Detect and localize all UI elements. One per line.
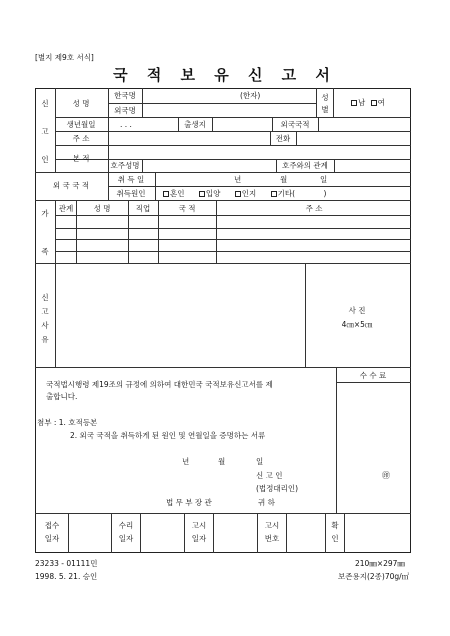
paper-size: 210㎜×297㎜ xyxy=(355,559,405,568)
acquisition-day-label: 일 xyxy=(320,175,328,184)
statement-line-2: 출합니다. xyxy=(46,392,78,401)
male-checkbox[interactable] xyxy=(351,100,357,106)
notice-date-label-2: 일자 xyxy=(191,534,207,543)
form-label: [별지 제9호 서식] xyxy=(35,53,94,62)
sex-label-char-1: 성 xyxy=(321,93,329,102)
reason-adoption-label: 입양 xyxy=(205,189,221,198)
korean-name-label: 한국명 xyxy=(114,91,136,100)
reason-recognition-checkbox[interactable] xyxy=(235,191,241,197)
applicant-char-2: 고 xyxy=(41,127,49,136)
reason-char-3: 사 xyxy=(41,321,49,330)
foreign-nationality-label: 외국국적 xyxy=(280,120,310,129)
acceptance-label-2: 일자 xyxy=(118,534,134,543)
seal-icon: ㊞ xyxy=(382,471,390,480)
householder-relation-label: 호주와의 관계 xyxy=(282,161,328,170)
sex-options xyxy=(351,99,385,107)
reason-marriage-checkbox[interactable] xyxy=(163,191,169,197)
acquisition-month-label: 월 xyxy=(280,175,288,184)
confirm-label-1: 확 xyxy=(331,521,339,530)
reason-marriage-label: 혼인 xyxy=(170,189,185,198)
householder-label: 호주성명 xyxy=(110,161,140,170)
female-label: 여 xyxy=(377,98,385,107)
acceptance-label-1: 수리 xyxy=(118,521,134,530)
reason-options xyxy=(163,190,326,198)
applicant-char-3: 인 xyxy=(41,155,49,164)
female-checkbox[interactable] xyxy=(371,100,377,106)
reason-char-1: 신 xyxy=(41,293,49,302)
notice-number-label-1: 고시 xyxy=(264,521,280,530)
birthdate-field[interactable]: . . . xyxy=(120,120,132,129)
reason-other-checkbox[interactable] xyxy=(271,191,277,197)
reason-adoption-checkbox[interactable] xyxy=(199,191,205,197)
family-header-nationality: 국 적 xyxy=(178,204,196,213)
foreign-nationality-section-label: 외 국 국 적 xyxy=(52,181,90,190)
acquisition-year-label: 년 xyxy=(234,175,242,184)
birthdate-label: 생년월일 xyxy=(66,120,96,129)
attachment-1: 첨부 : 1. 호적등본 xyxy=(37,418,98,427)
paper-spec: 보존용지(2종)70g/㎡ xyxy=(338,572,410,581)
name-label: 성 명 xyxy=(72,99,90,108)
phone-label: 전화 xyxy=(275,134,291,143)
family-header-job: 직업 xyxy=(135,204,151,213)
receipt-label-2: 일자 xyxy=(44,534,60,543)
male-label: 남 xyxy=(358,98,366,107)
sign-date-year: 년 xyxy=(182,457,190,466)
minister-label: 법 무 부 장 관 xyxy=(166,498,212,507)
fee-label: 수 수 료 xyxy=(359,371,387,380)
reason-other-close: ) xyxy=(323,189,327,198)
photo-size: 4㎝×5㎝ xyxy=(341,320,373,329)
reason-char-4: 유 xyxy=(41,335,49,344)
receipt-label-1: 접수 xyxy=(44,521,60,530)
reporter-label: 신 고 인 xyxy=(256,471,283,480)
address-label: 주 소 xyxy=(72,134,90,143)
reason-char-2: 고 xyxy=(41,307,49,316)
family-header-name: 성 명 xyxy=(93,204,111,213)
approval-date: 1998. 5. 21. 승인 xyxy=(35,572,98,581)
confirm-label-2: 인 xyxy=(331,534,339,543)
applicant-char-1: 신 xyxy=(41,99,49,108)
family-header-relation: 관계 xyxy=(58,204,74,213)
addressee-label: 귀 하 xyxy=(258,498,275,507)
family-char-2: 족 xyxy=(41,247,49,256)
acquisition-reason-label: 취득원인 xyxy=(116,189,146,198)
family-char-1: 가 xyxy=(41,209,49,218)
sign-date-day: 일 xyxy=(256,457,264,466)
domicile-label: 본 적 xyxy=(72,154,90,163)
sign-date-month: 월 xyxy=(218,457,226,466)
hanja-label: (한자) xyxy=(240,91,261,100)
photo-label: 사 진 xyxy=(348,306,366,315)
birthplace-label: 출생지 xyxy=(184,120,206,129)
attachment-2: 2. 외국 국적을 취득하게 된 원인 및 연월일을 증명하는 서류 xyxy=(70,431,266,440)
acquisition-date-label: 취 득 일 xyxy=(117,175,145,184)
page-title: 국 적 보 유 신 고 서 xyxy=(113,66,337,84)
statement-line-1: 국적법시행령 제19조의 규정에 의하여 대한민국 국적보유신고서를 제 xyxy=(46,380,273,389)
notice-number-label-2: 번호 xyxy=(264,534,280,543)
sex-label-char-2: 별 xyxy=(321,105,329,114)
agent-label: (법정대리인) xyxy=(256,484,299,493)
reason-recognition-label: 인지 xyxy=(241,189,257,198)
notice-date-label-1: 고시 xyxy=(191,521,207,530)
family-header-address: 주 소 xyxy=(305,204,323,213)
foreign-name-label: 외국명 xyxy=(114,106,136,115)
form-code: 23233 - 01111민 xyxy=(35,559,98,568)
reason-other-label: 기타( xyxy=(277,189,296,198)
